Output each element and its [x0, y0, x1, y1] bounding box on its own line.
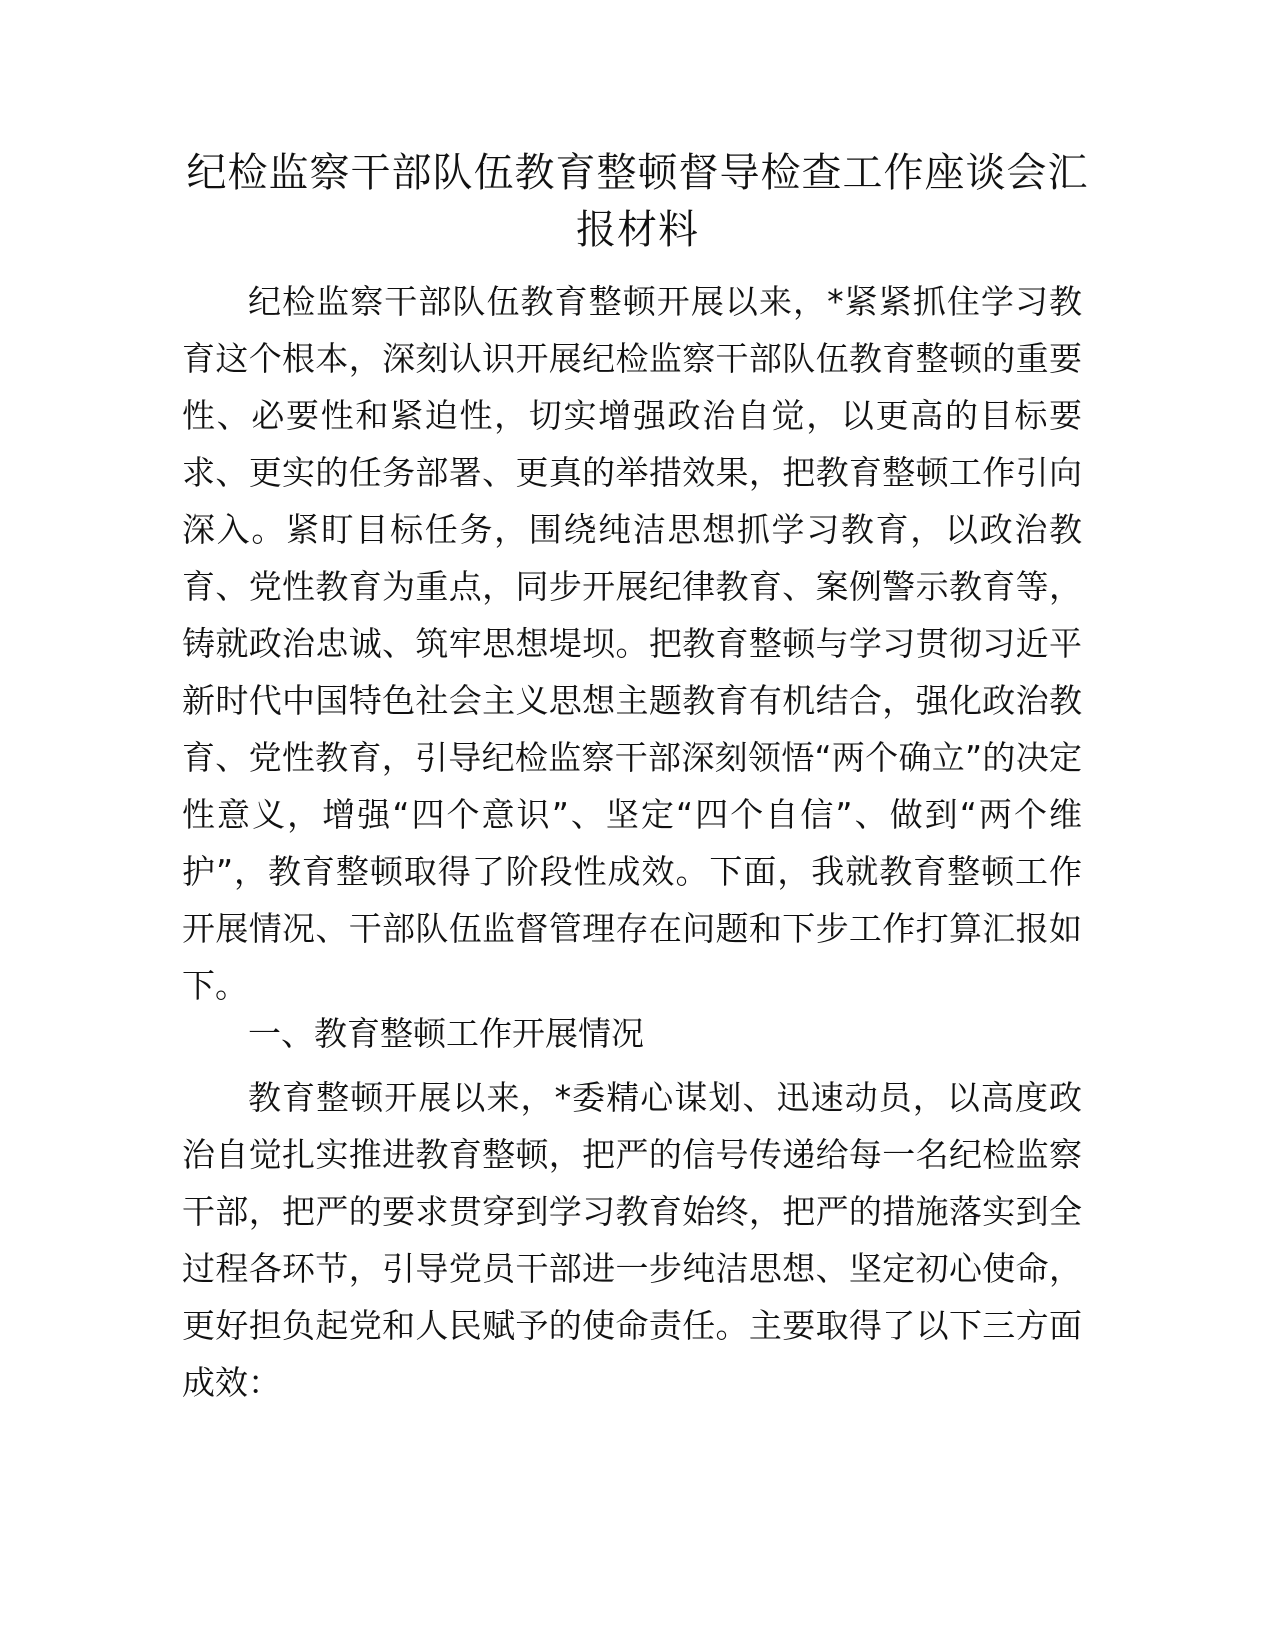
section-paragraph-1: 教育整顿开展以来，*委精心谋划、迅速动员，以高度政治自觉扎实推进教育整顿，把严的信号传递给每一名纪检监察干部，把严的要求贯穿到学习教育始终，把严的措施落实到全过程各环节，引导党员干部进一步纯洁思想、坚定初心使命，更好担负起党和人民赋予的使命责任。主要取得了以下三方面成效： — [182, 1078, 1082, 1402]
section-heading-1: 一、教育整顿工作开展情况 — [248, 1014, 644, 1053]
document-title: 纪检监察干部队伍教育整顿督导检查工作座谈会汇报材料 — [186, 150, 1089, 253]
intro-paragraph: 纪检监察干部队伍教育整顿开展以来，*紧紧抓住学习教育这个根本，深刻认识开展纪检监察干部队伍教育整顿的重要性、必要性和紧迫性，切实增强政治自觉，以更高的目标要求、更实的任务部署、更真的举措效果，把教育整顿工作引向深入。紧盯目标任务，围绕纯洁思想抓学习教育，以政治教育、党性教育为重点，同步开展纪律教育、案例警示教育等，铸就政治忠诚、筑牢思想堤坝。把教育整顿与学习贯彻习近平新时代中国特色社会主义思想主题教育有机结合，强化政治教育、党性教育，引导纪检监察干部深刻领悟“两个确立”的决定性意义，增强“四个意识”、坚定“四个自信”、做到“两个维护”，教育整顿取得了阶段性成效。下面，我就教育整顿工作开展情况、干部队伍监督管理存在问题和下步工作打算汇报如下。 — [182, 282, 1082, 1005]
